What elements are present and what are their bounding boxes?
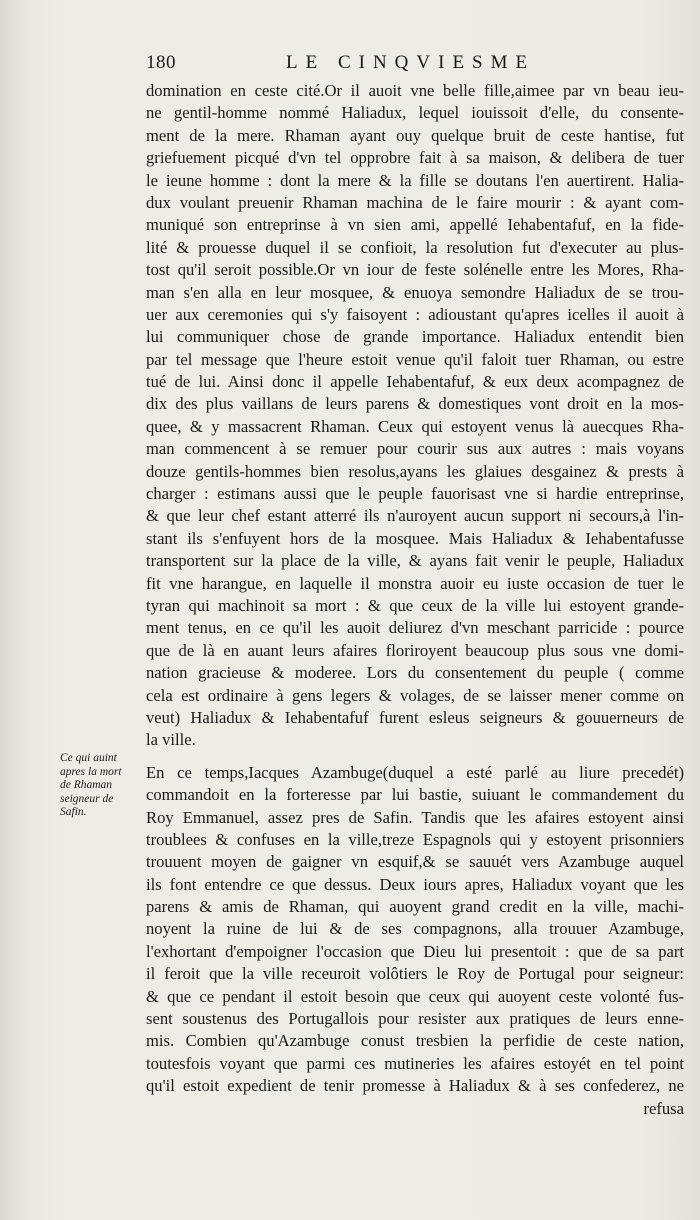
text-line: & que ce pendant il estoit besoin que ceux qui auoyent ceste volonté fus- bbox=[146, 986, 684, 1006]
text-line: man commencent à se remuer pour courir sus aux autres : mais voyans bbox=[146, 439, 684, 459]
text-line: uer aux ceremonies qui s'y faisoyent : adioustant qu'apres icelles il auoit à bbox=[146, 304, 684, 324]
paragraph-gap bbox=[146, 752, 684, 762]
text-line: dix des plus vaillans de leurs parens & domestiques vont droit en la mos- bbox=[146, 394, 684, 414]
text-line: l'exhortant d'empoigner l'occasion que Dieu lui presentoit : que de sa part bbox=[146, 941, 684, 961]
text-line: parens & amis de Rhaman, qui auoyent grand credit en la ville, machi- bbox=[146, 897, 684, 917]
text-line: ment tenus, en ce qu'il les auoit deliurez d'vn meschant parricide : pource bbox=[146, 618, 684, 638]
text-line: lui communiquer chose de grande importance. Haliadux entendit bien bbox=[146, 327, 684, 347]
text-line: & que leur chef estant atterré ils n'auroyent aucun support ni secours,à l'in- bbox=[146, 506, 684, 526]
catchword: refusa bbox=[643, 1098, 684, 1118]
margin-note bbox=[60, 752, 140, 820]
text-line: nation gracieuse & moderee. Lors du consentement du peuple ( comme bbox=[146, 663, 684, 683]
text-line: domination en ceste cité.Or il auoit vne belle fille,aimee par vn beau ieu- bbox=[146, 81, 684, 100]
page-number: 180 bbox=[146, 52, 176, 73]
text-line: la ville. bbox=[146, 730, 196, 750]
text-line: sent soustenus des Portugallois pour resister aux pratiques de leurs enne- bbox=[146, 1009, 684, 1029]
margin-note-line: de Rhaman bbox=[60, 779, 113, 792]
paragraph-1 bbox=[146, 80, 684, 752]
text-line: toutesfois voyant que parmi ces mutineries les afaires estoyét en tel point bbox=[146, 1053, 684, 1073]
text-line: que de là en auant leurs afaires floriroyent beaucoup plus sous vne domi- bbox=[146, 640, 684, 660]
text-line: noyent la ruine de lui & de ses compagnons, alla trouuer Azambuge, bbox=[146, 919, 684, 939]
text-line: ne gentil-homme nommé Haliadux, lequel iouissoit d'elle, du consente- bbox=[146, 103, 684, 123]
text-line: dux voulant preuenir Rhaman machina de le faire mourir : & ayant com- bbox=[146, 192, 684, 212]
text-line: Roy Emmanuel, assez pres de Safin. Tandis que les afaires estoyent ainsi bbox=[146, 807, 684, 827]
text-line: En ce temps,Iacques Azambuge(duquel a esté parlé au liure precedét) bbox=[146, 762, 684, 782]
text-line: quee, & y massacrent Rhaman. Ceux qui estoyent venus là auecques Rha- bbox=[146, 416, 684, 436]
text-line: trouuent moyen de gaigner vn esquif,& se sauuét vers Azambuge auquel bbox=[146, 852, 684, 872]
text-line: man s'en alla en leur mosquee, & enuoya semondre Haliadux de se trou- bbox=[146, 282, 684, 302]
text-line: commandoit en la forteresse par lui bastie, suiuant le commandement du bbox=[146, 785, 684, 805]
margin-note-line: seigneur de bbox=[60, 792, 114, 805]
text-line: qu'il estoit expedient de tenir promesse à Haliadux & à ses confederez, ne bbox=[146, 1076, 684, 1096]
page-header bbox=[146, 52, 686, 78]
text-line: charger : estimans aussi que le peuple fauorisast vne si hardie entreprinse, bbox=[146, 484, 684, 504]
text-line: tost qu'il seroit possible.Or vn iour de feste solénelle entre les Mores, Rha- bbox=[146, 260, 684, 280]
text-line: ils font entendre ce que dessus. Deux iours apres, Haliadux voyant que les bbox=[146, 874, 684, 894]
text-line: griefuement picqué d'vn tel opprobre fait à sa maison, & delibera de tuer bbox=[146, 148, 684, 168]
text-line: veut) Haliadux & Iehabentafuf furent esleus seigneurs & gouuerneurs de bbox=[146, 707, 684, 727]
text-line: fit vne harangue, en laquelle il monstra auoir eu iuste occasion de tuer le bbox=[146, 573, 684, 593]
margin-note-line: apres la mort bbox=[60, 765, 122, 778]
text-line: troublees & confuses en la ville,treze Espagnols qui y estoyent prisonniers bbox=[146, 829, 684, 849]
text-line: cela est ordinaire à gens legers & volages, de se laisser mener comme on bbox=[146, 685, 684, 705]
text-line: muniqué son entreprinse à vn sien ami, appellé Iehabentafuf, en la fide- bbox=[146, 215, 684, 235]
text-line: ment de la mere. Rhaman ayant ouy quelque bruit de ceste hantise, fut bbox=[146, 125, 684, 145]
margin-note-line: Ce qui auint bbox=[60, 752, 117, 764]
running-title: LE CINQVIESME bbox=[286, 52, 536, 73]
text-line: par tel message que l'heure estoit venue qu'il faloit tuer Rhaman, ou estre bbox=[146, 349, 684, 369]
text-line: transportent sur la place de la ville, & ayans fait venir le peuple, Haliadux bbox=[146, 551, 684, 571]
text-line: le ieune homme : dont la mere & la fille se doutans l'en auertirent. Halia- bbox=[146, 170, 684, 190]
margin-note-line: Safin. bbox=[60, 806, 87, 819]
text-line: tyran qui machinoit sa mort : & que ceux de la ville lui estoyent grande- bbox=[146, 595, 684, 615]
text-line: douze gentils-hommes bien resolus,ayans les glaiues desgainez & prests à bbox=[146, 461, 684, 481]
body-text bbox=[146, 80, 684, 1120]
text-line: mis. Combien qu'Azambuge conust tresbien la perfidie de ceste nation, bbox=[146, 1031, 684, 1051]
text-line: lité & prouesse duquel il se confioit, la resolution fut d'executer au plus- bbox=[146, 237, 684, 257]
text-line: tué de lui. Ainsi donc il appelle Iehabentafuf, & eux deux acompagnez de bbox=[146, 372, 684, 392]
text-line: stant ils s'enfuyent hors de la mosquee. Mais Haliadux & Iehabentafusse bbox=[146, 528, 684, 548]
text-line: il feroit que la ville receuroit volôtiers le Roy de Portugal pour seigneur: bbox=[146, 964, 684, 984]
paragraph-2 bbox=[146, 762, 684, 1120]
